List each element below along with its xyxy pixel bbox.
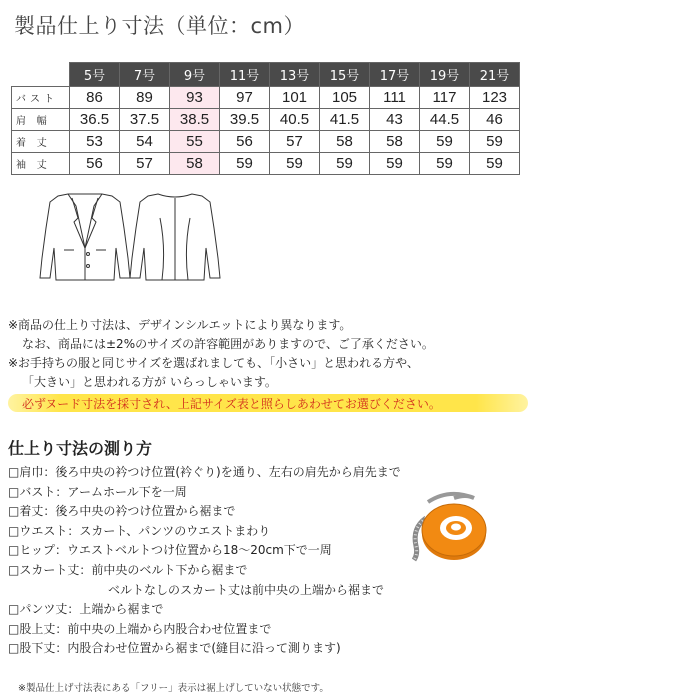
notes-block: [8, 316, 434, 392]
table-cell: 46: [470, 109, 520, 131]
table-cell: 57: [270, 131, 320, 153]
table-cell: 44.5: [420, 109, 470, 131]
row-label: バスト: [12, 87, 70, 109]
footnote: ※製品仕上げ寸法表にある「フリー」表示は裾上げしていない状態です。: [18, 683, 329, 694]
note-line: ※商品の仕上り寸法は、デザインシルエットにより異なります。: [8, 318, 352, 332]
measure-section-title: 仕上り寸法の測り方: [8, 439, 153, 458]
table-cell: 105: [320, 87, 370, 109]
table-cell: 123: [470, 87, 520, 109]
measure-item: □ウエスト：スカート、パンツのウエストまわり: [8, 523, 271, 538]
table-cell: 55: [170, 131, 220, 153]
table-cell: 59: [470, 131, 520, 153]
table-cell: 101: [270, 87, 320, 109]
measure-item: □バスト：アームホール下を一周: [8, 484, 187, 499]
size-header: 11号: [220, 63, 270, 87]
row-label: 肩 幅: [12, 109, 70, 131]
row-label: 袖 丈: [12, 153, 70, 175]
measure-item: □パンツ丈：上端から裾まで: [8, 602, 164, 617]
table-cell: 58: [170, 153, 220, 175]
size-header: 13号: [270, 63, 320, 87]
measure-item: □股上丈：前中央の上端から内股合わせ位置まで: [8, 621, 272, 636]
measure-item: □股下丈：内股合わせ位置から裾まで(縫目に沿って測ります): [8, 641, 341, 656]
size-header: 15号: [320, 63, 370, 87]
note-line: ※お手持ちの服と同じサイズを選ばれましても、「小さい」と思われる方や、: [8, 356, 419, 370]
table-row: [12, 87, 520, 109]
table-cell: 97: [220, 87, 270, 109]
table-cell: 40.5: [270, 109, 320, 131]
jacket-front-back-illustration: [10, 188, 233, 284]
table-cell: 39.5: [220, 109, 270, 131]
table-cell: 111: [370, 87, 420, 109]
table-cell: 54: [120, 131, 170, 153]
note-line: なお、商品には±2%のサイズの許容範囲がありますので、ご了承ください。: [22, 337, 434, 351]
table-cell: 56: [220, 131, 270, 153]
size-header: 7号: [120, 63, 170, 87]
table-row: [12, 131, 520, 153]
page-title: 製品仕上り寸法（単位：cm）: [14, 14, 306, 38]
measure-item: □肩巾：後ろ中央の衿つけ位置(衿ぐり)を通り、左右の肩先から肩先まで: [8, 465, 401, 479]
table-cell: 59: [270, 153, 320, 175]
measure-list: [8, 463, 401, 659]
table-cell: 89: [120, 87, 170, 109]
row-label: 着 丈: [12, 131, 70, 153]
table-cell: 59: [420, 153, 470, 175]
table-cell: 59: [420, 131, 470, 153]
table-row: [12, 153, 520, 175]
size-header-row: [12, 63, 520, 87]
table-cell: 41.5: [320, 109, 370, 131]
measure-item: □スカート丈：前中央のベルト下から裾まで: [8, 562, 248, 577]
table-cell: 117: [420, 87, 470, 109]
size-header: 9号: [170, 63, 220, 87]
table-cell: 59: [320, 153, 370, 175]
notice-text: 必ずヌード寸法を採寸され、上記サイズ表と照らしあわせてお選びください。: [22, 397, 441, 411]
table-cell: 58: [370, 131, 420, 153]
size-header: 17号: [370, 63, 420, 87]
table-cell: 59: [470, 153, 520, 175]
table-cell: 37.5: [120, 109, 170, 131]
table-cell: 59: [220, 153, 270, 175]
size-header: 5号: [70, 63, 120, 87]
table-cell: 53: [70, 131, 120, 153]
measure-item-continuation: ベルトなしのスカート丈は前中央の上端から裾まで: [108, 582, 385, 597]
measure-item: □着丈：後ろ中央の衿つけ位置から裾まで: [8, 504, 236, 519]
table-cell: 57: [120, 153, 170, 175]
table-cell: 93: [170, 87, 220, 109]
table-cell: 43: [370, 109, 420, 131]
size-header: 21号: [470, 63, 520, 87]
table-cell: 86: [70, 87, 120, 109]
size-header: 19号: [420, 63, 470, 87]
table-cell: 38.5: [170, 109, 220, 131]
size-table: [11, 62, 520, 175]
table-corner: [12, 63, 70, 87]
table-cell: 56: [70, 153, 120, 175]
table-cell: 36.5: [70, 109, 120, 131]
table-row: [12, 109, 520, 131]
measuring-tape-icon: [404, 488, 494, 578]
table-cell: 59: [370, 153, 420, 175]
highlighted-notice: [8, 392, 528, 414]
table-cell: 58: [320, 131, 370, 153]
note-line: 「大きい」と思われる方が いらっしゃいます。: [22, 375, 277, 389]
measure-item: □ヒップ：ウエストベルトつけ位置から18〜20cm下で一周: [8, 543, 332, 558]
